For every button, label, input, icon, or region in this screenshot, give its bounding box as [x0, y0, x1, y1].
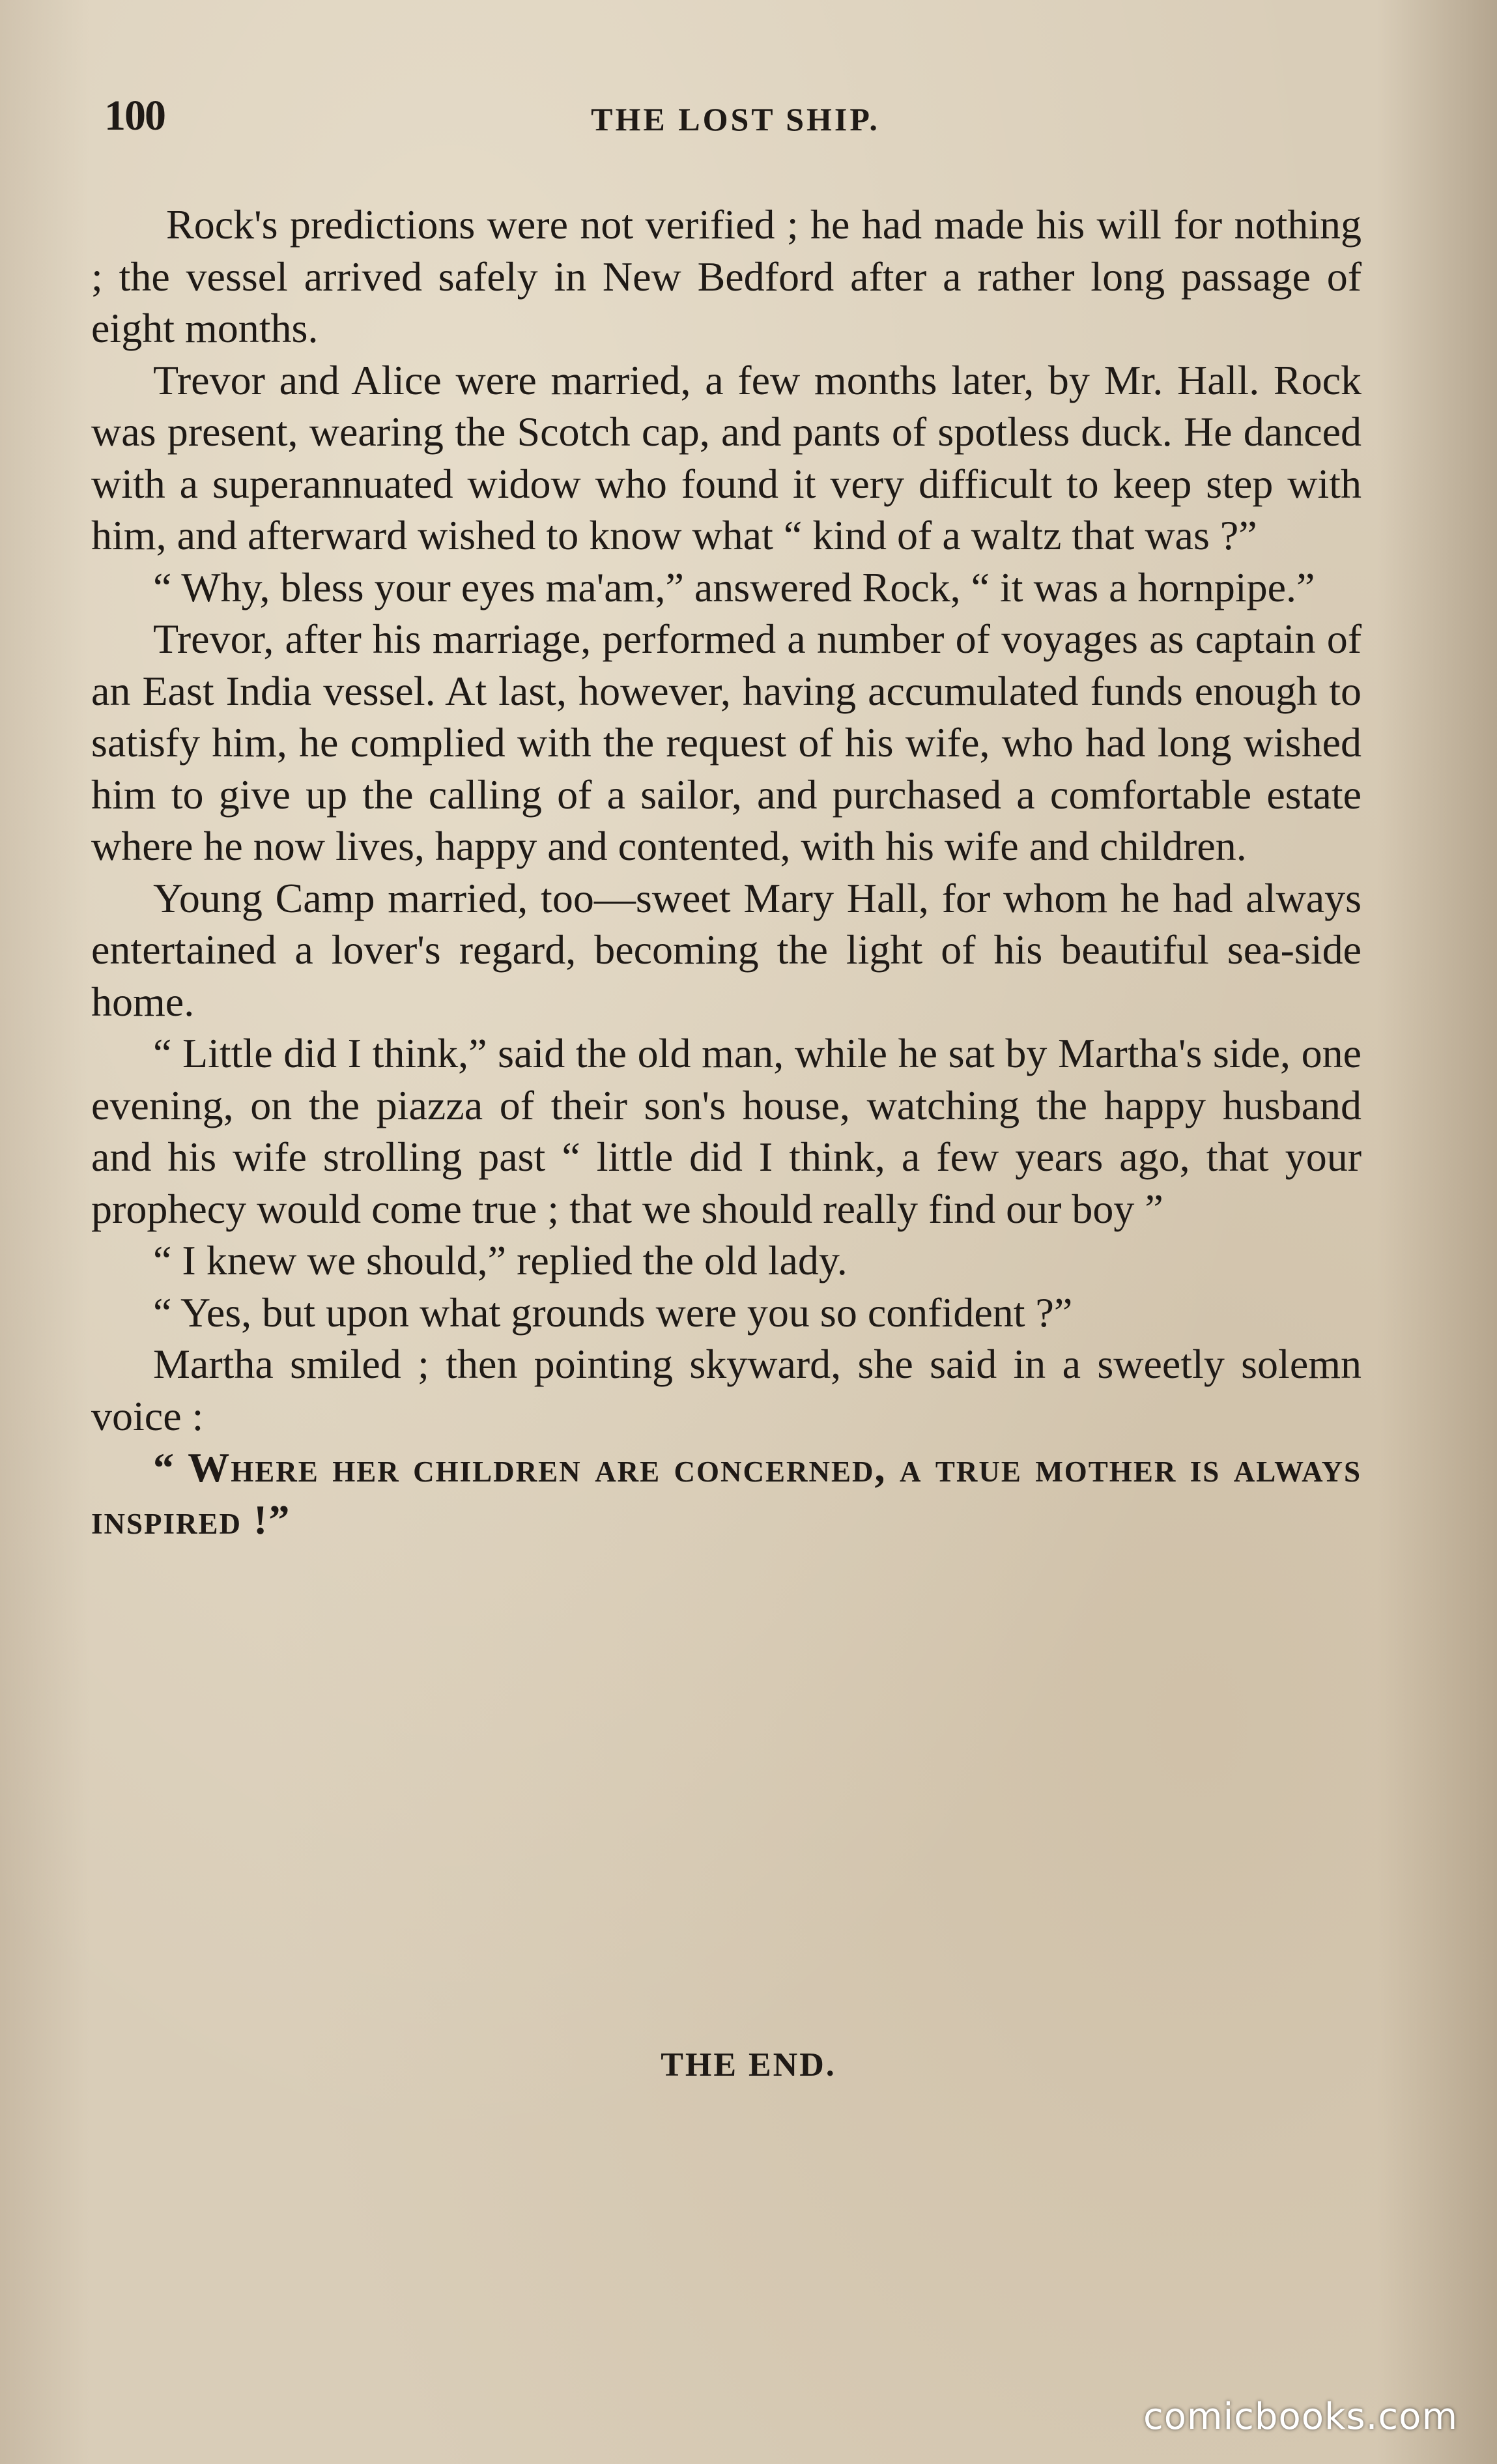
closing-quote: “ Where her children are concerned, a true mother is always inspired !”	[91, 1444, 1362, 1543]
body-text	[91, 199, 1362, 1545]
page-header	[104, 91, 1367, 150]
the-end: THE END.	[661, 2046, 836, 2084]
paragraph: “ Little did I think,” said the old man, while he sat by Martha's side, one evening, on the piazza of their son's house, watching the happy husband and his wife strolling past “ little did I think, a few years ago, that your prophecy would come true ; that we should really find our boy ”	[91, 1030, 1362, 1232]
paragraph: “ Why, bless your eyes ma'am,” answered Rock, “ it was a hornpipe.”	[153, 564, 1315, 610]
paragraph: “ Yes, but upon what grounds were you so confident ?”	[153, 1289, 1073, 1336]
paragraph: Trevor, after his marriage, performed a number of voyages as captain of an East India vessel. At last, however, having accumulated funds enough to satisfy him, he complied with the request of his wife, who had long wished him to give up the calling of a sailor, and purchased a comfortable estate where he now lives, happy and contented, with his wife and children.	[91, 616, 1362, 869]
paragraph: Trevor and Alice were married, a few months later, by Mr. Hall. Rock was present, wearing the Scotch cap, and pants of spotless duck. He danced with a superannuated widow who found it very difficult to keep step with him, and afterward wished to know what “ kind of a waltz that was ?”	[91, 356, 1362, 558]
paragraph: Rock's predictions were not verified ; he had made his will for nothing ; the vessel arrived safely in New Bedford after a rather long passage of eight months.	[91, 201, 1362, 351]
page-number: 100	[104, 92, 165, 139]
paragraph: Martha smiled ; then pointing skyward, she said in a sweetly solemn voice :	[91, 1341, 1362, 1439]
paragraph: “ I knew we should,” replied the old lady.	[153, 1237, 848, 1283]
watermark: comicbooks.com	[1143, 2396, 1458, 2438]
running-title: THE LOST SHIP.	[591, 101, 880, 137]
paragraph: Young Camp married, too—sweet Mary Hall, for whom he had always entertained a lover's regard, becoming the light of his beautiful sea-side home.	[91, 874, 1362, 1025]
